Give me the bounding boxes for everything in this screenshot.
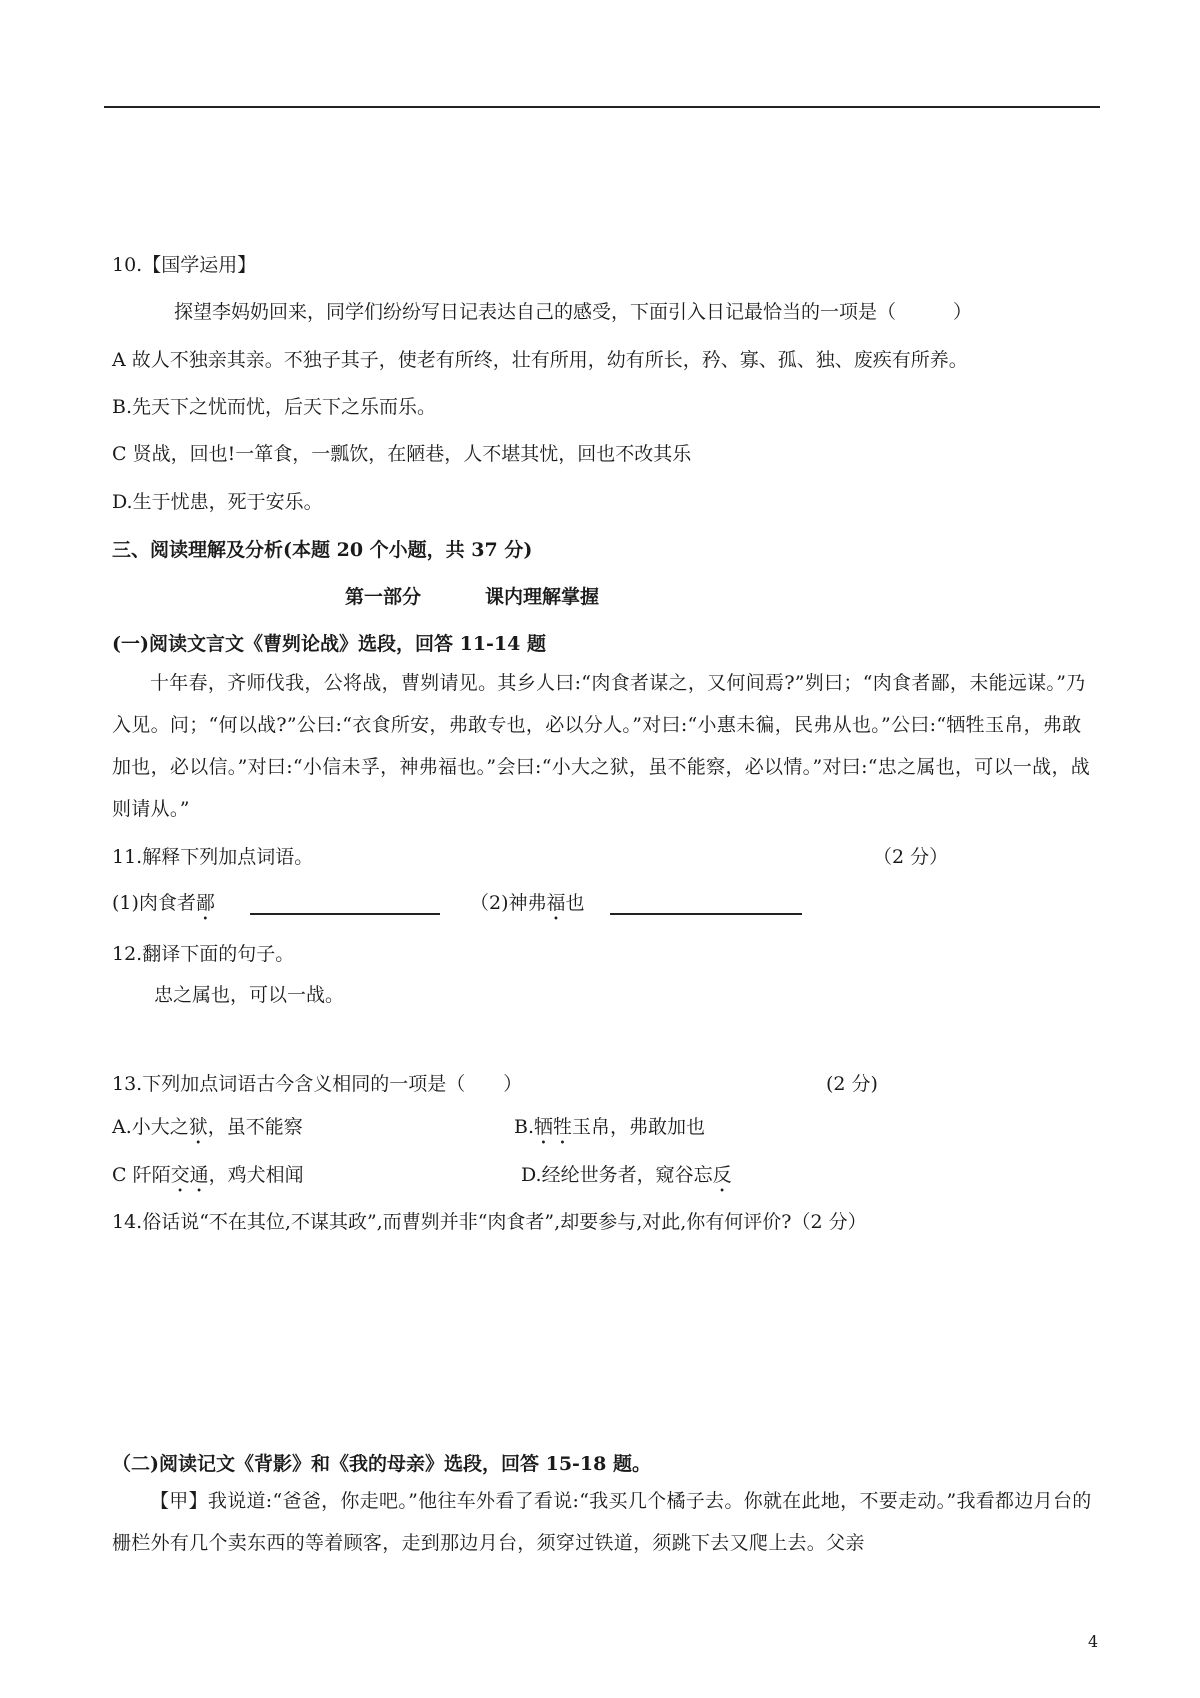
q12-stem: 12.翻译下面的句子。 (112, 943, 295, 965)
q13-c-pre: C 阡陌 (112, 1164, 171, 1186)
q13-c-dotted: 交通 (170, 1164, 209, 1186)
q11-item1-prefix: (1)肉食者 (112, 892, 196, 914)
q11-answer-line-1[interactable] (250, 913, 440, 915)
part-name: 课内理解掌握 (485, 586, 600, 608)
passage2-text: 【甲】我说道:“爸爸，你走吧。”他往车外看了看说:“我买几个橘子去。你就在此地，不要走动。”我看都边月台的栅栏外有几个卖东西的等着顾客，走到那边月台，须穿过铁道，须跳下去又爬上去。父亲 (112, 1490, 1092, 1554)
q13-d-dotted: 反 (712, 1164, 732, 1186)
q12-sentence: 忠之属也，可以一战。 (154, 984, 345, 1006)
passage1-title: (一)阅读文言文《曹刿论战》选段，回答 11-14 题 (112, 633, 546, 655)
q11-item1 (112, 892, 215, 925)
q10-option-c: C 贤战，回也!一箪食，一瓢饮，在陋巷，人不堪其忧，回也不改其乐 (112, 443, 692, 465)
q13-b-post: 玉帛，弗敢加也 (572, 1116, 706, 1138)
q11-score: （2 分） (873, 846, 949, 868)
q13-d-pre: D.经纶世务者，窥谷忘 (521, 1164, 713, 1186)
passage1-text: 十年春，齐师伐我，公将战，曹刿请见。其乡人曰:“肉食者谋之，又何间焉?”刿曰；“肉食者鄙，未能远谋。”乃入见。问；“何以战?”公曰:“衣食所安，弗敢专也，必以分人。”对曰:“小惠未徧，民弗从也。”公曰:“牺牲玉帛，弗敢加也，必以信。”对曰:“小信未孚，神弗福也。”会曰:“小大之狱，虽不能察，必以情。”对曰:“忠之属也，可以一战，战则请从。” (112, 672, 1091, 820)
q13-a-pre: A.小大之 (112, 1116, 189, 1138)
q13-option-d (521, 1164, 732, 1197)
header-rule (104, 106, 1100, 108)
q14-stem: 14.俗话说“不在其位,不谋其政”,而曹刿并非“肉食者”,却要参与,对此,你有何评价?（2 分） (112, 1211, 867, 1233)
q10-stem: 探望李妈奶回来，同学们纷纷写日记表达自己的感受，下面引入日记最恰当的一项是（ ） (174, 301, 973, 323)
q11-item2 (470, 892, 585, 925)
q13-option-a (112, 1116, 303, 1149)
q13-b-dotted: 牺牲 (534, 1116, 573, 1138)
q13-a-post: ，虽不能察 (207, 1116, 303, 1138)
passage2-title: （二)阅读记文《背影》和《我的母亲》选段，回答 15-18 题。 (112, 1453, 651, 1475)
q13-b-pre: B. (514, 1116, 535, 1138)
q10-option-b: B.先天下之忧而忧，后天下之乐而乐。 (112, 396, 437, 418)
q11-stem: 11.解释下列加点词语。 (112, 846, 314, 868)
q10-title: 10.【国学运用】 (112, 254, 257, 276)
q11-answer-line-2[interactable] (610, 913, 802, 915)
page-number: 4 (1088, 1632, 1099, 1651)
section3-title: 三、阅读理解及分析(本题 20 个小题，共 37 分) (112, 539, 533, 561)
q13-score: (2 分) (826, 1073, 878, 1095)
part-label: 第一部分 (345, 586, 422, 608)
q10-option-a: A 故人不独亲其亲。不独子其子，使老有所终，壮有所用，幼有所长，矜、寡、孤、独、废疾有所养。 (112, 349, 968, 371)
q13-option-c (112, 1164, 304, 1197)
q11-item2-prefix: （2)神弗 (470, 892, 547, 914)
q11-item2-dotted: 福 (546, 892, 566, 914)
q11-item1-dotted: 鄙 (195, 892, 215, 914)
q10-option-d: D.生于忧患，死于安乐。 (112, 491, 323, 513)
q13-c-post: ，鸡犬相闻 (208, 1164, 304, 1186)
q13-a-dotted: 狱 (188, 1116, 208, 1138)
q13-option-b (514, 1116, 705, 1149)
q11-item2-suffix: 也 (565, 892, 585, 914)
q13-stem: 13.下列加点词语古今含义相同的一项是（ ） (112, 1073, 523, 1095)
